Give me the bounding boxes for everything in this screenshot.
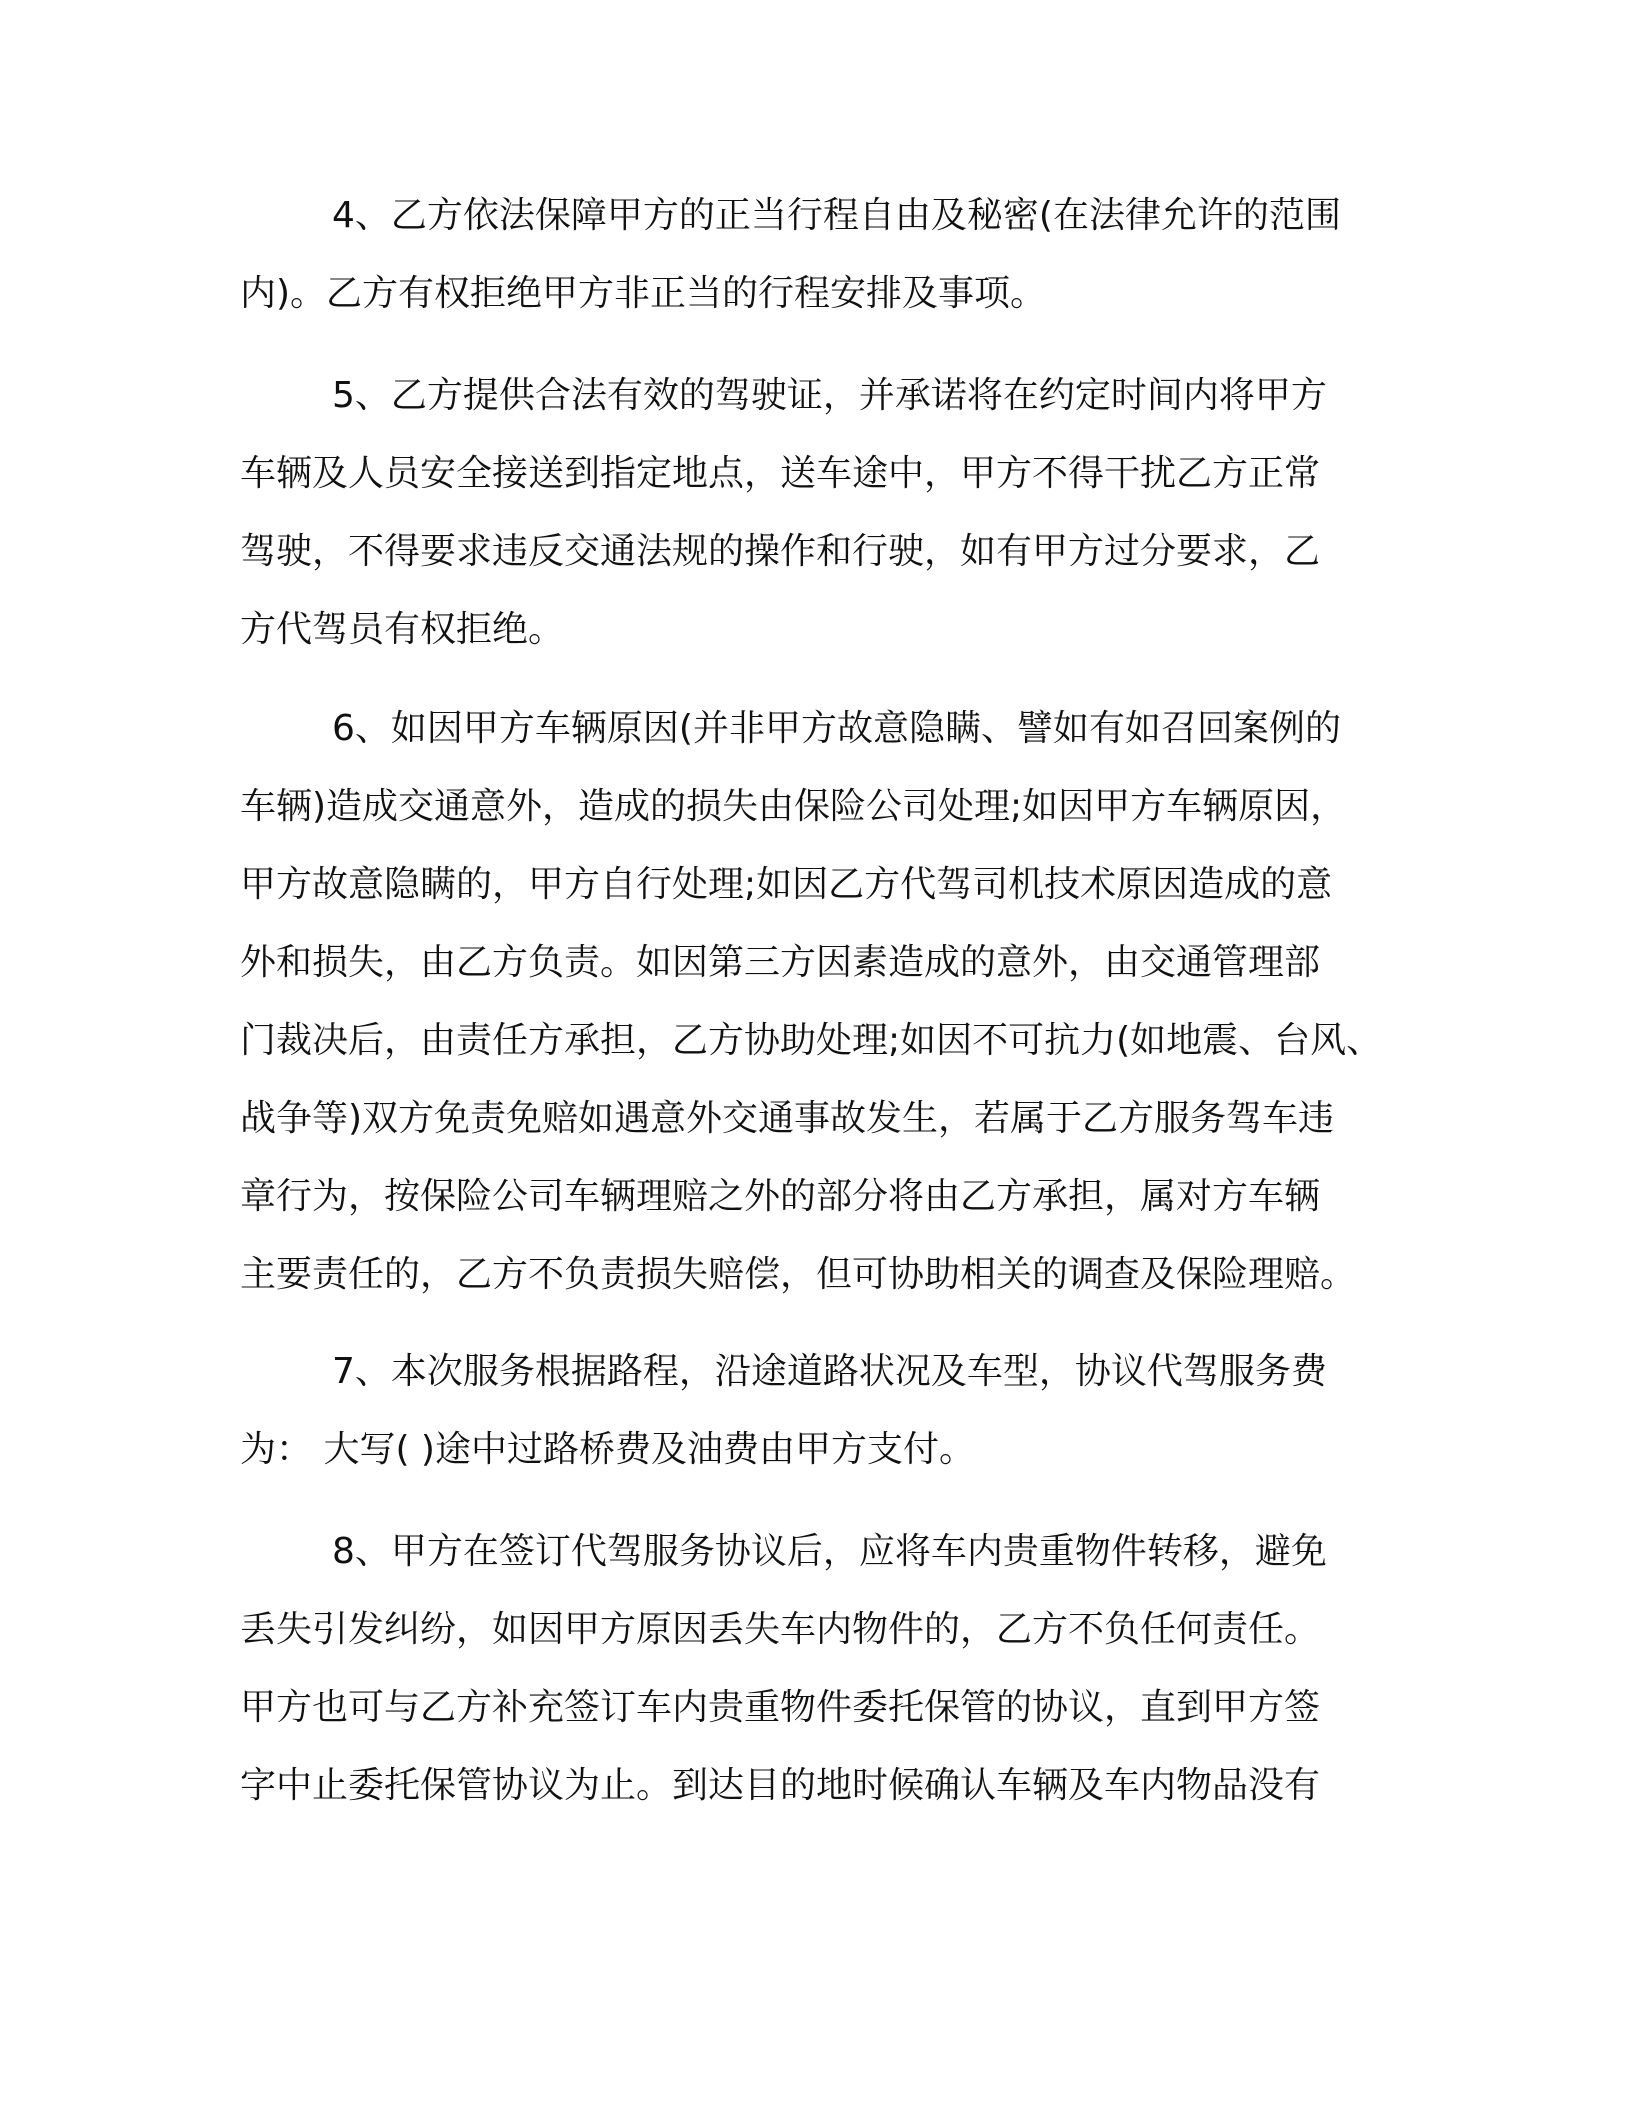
text-line: 6、如因甲方车辆原因(并非甲方故意隐瞒、譬如有如召回案例的: [332, 708, 1341, 749]
text-line: 内)。乙方有权拒绝甲方非正当的行程安排及事项。: [240, 273, 1047, 314]
text-line: 车辆)造成交通意外，造成的损失由保险公司处理;如因甲方车辆原因，: [240, 786, 1347, 827]
clause-5-paragraph: [240, 357, 1420, 669]
text-line: 丢失引发纠纷，如因甲方原因丢失车内物件的，乙方不负任何责任。: [240, 1609, 1321, 1650]
text-line: 4、乙方依法保障甲方的正当行程自由及秘密(在法律允许的范围: [332, 195, 1341, 236]
text-line: 为： 大写( )途中过路桥费及油费由甲方支付。: [240, 1429, 975, 1470]
text-line: 战争等)双方免责免赔如遇意外交通事故发生，若属于乙方服务驾车违: [240, 1098, 1335, 1139]
text-line: 主要责任的，乙方不负责损失赔偿，但可协助相关的调查及保险理赔。: [240, 1254, 1357, 1295]
clause-7-paragraph: [240, 1333, 1420, 1489]
text-line: 方代驾员有权拒绝。: [240, 609, 565, 650]
clause-6-paragraph: [240, 690, 1420, 1314]
text-line: 字中止委托保管协议为止。到达目的地时候确认车辆及车内物品没有: [240, 1765, 1321, 1806]
text-line: 8、甲方在签订代驾服务协议后，应将车内贵重物件转移，避免: [332, 1531, 1327, 1572]
text-line: 门裁决后，由责任方承担，乙方协助处理;如因不可抗力(如地震、台风、: [240, 1020, 1383, 1061]
text-line: 5、乙方提供合法有效的驾驶证，并承诺将在约定时间内将甲方: [332, 375, 1327, 416]
text-line: 章行为，按保险公司车辆理赔之外的部分将由乙方承担，属对方车辆: [240, 1176, 1321, 1217]
text-line: 车辆及人员安全接送到指定地点，送车途中，甲方不得干扰乙方正常: [240, 453, 1321, 494]
text-line: 甲方故意隐瞒的，甲方自行处理;如因乙方代驾司机技术原因造成的意: [240, 864, 1333, 905]
text-line: 7、本次服务根据路程，沿途道路状况及车型，协议代驾服务费: [332, 1351, 1327, 1392]
text-line: 甲方也可与乙方补充签订车内贵重物件委托保管的协议，直到甲方签: [240, 1687, 1321, 1728]
clause-4-paragraph: [240, 177, 1420, 333]
text-line: 外和损失，由乙方负责。如因第三方因素造成的意外，由交通管理部: [240, 942, 1321, 983]
text-line: 驾驶，不得要求违反交通法规的操作和行驶，如有甲方过分要求，乙: [240, 531, 1321, 572]
clause-8-paragraph: [240, 1513, 1420, 1825]
